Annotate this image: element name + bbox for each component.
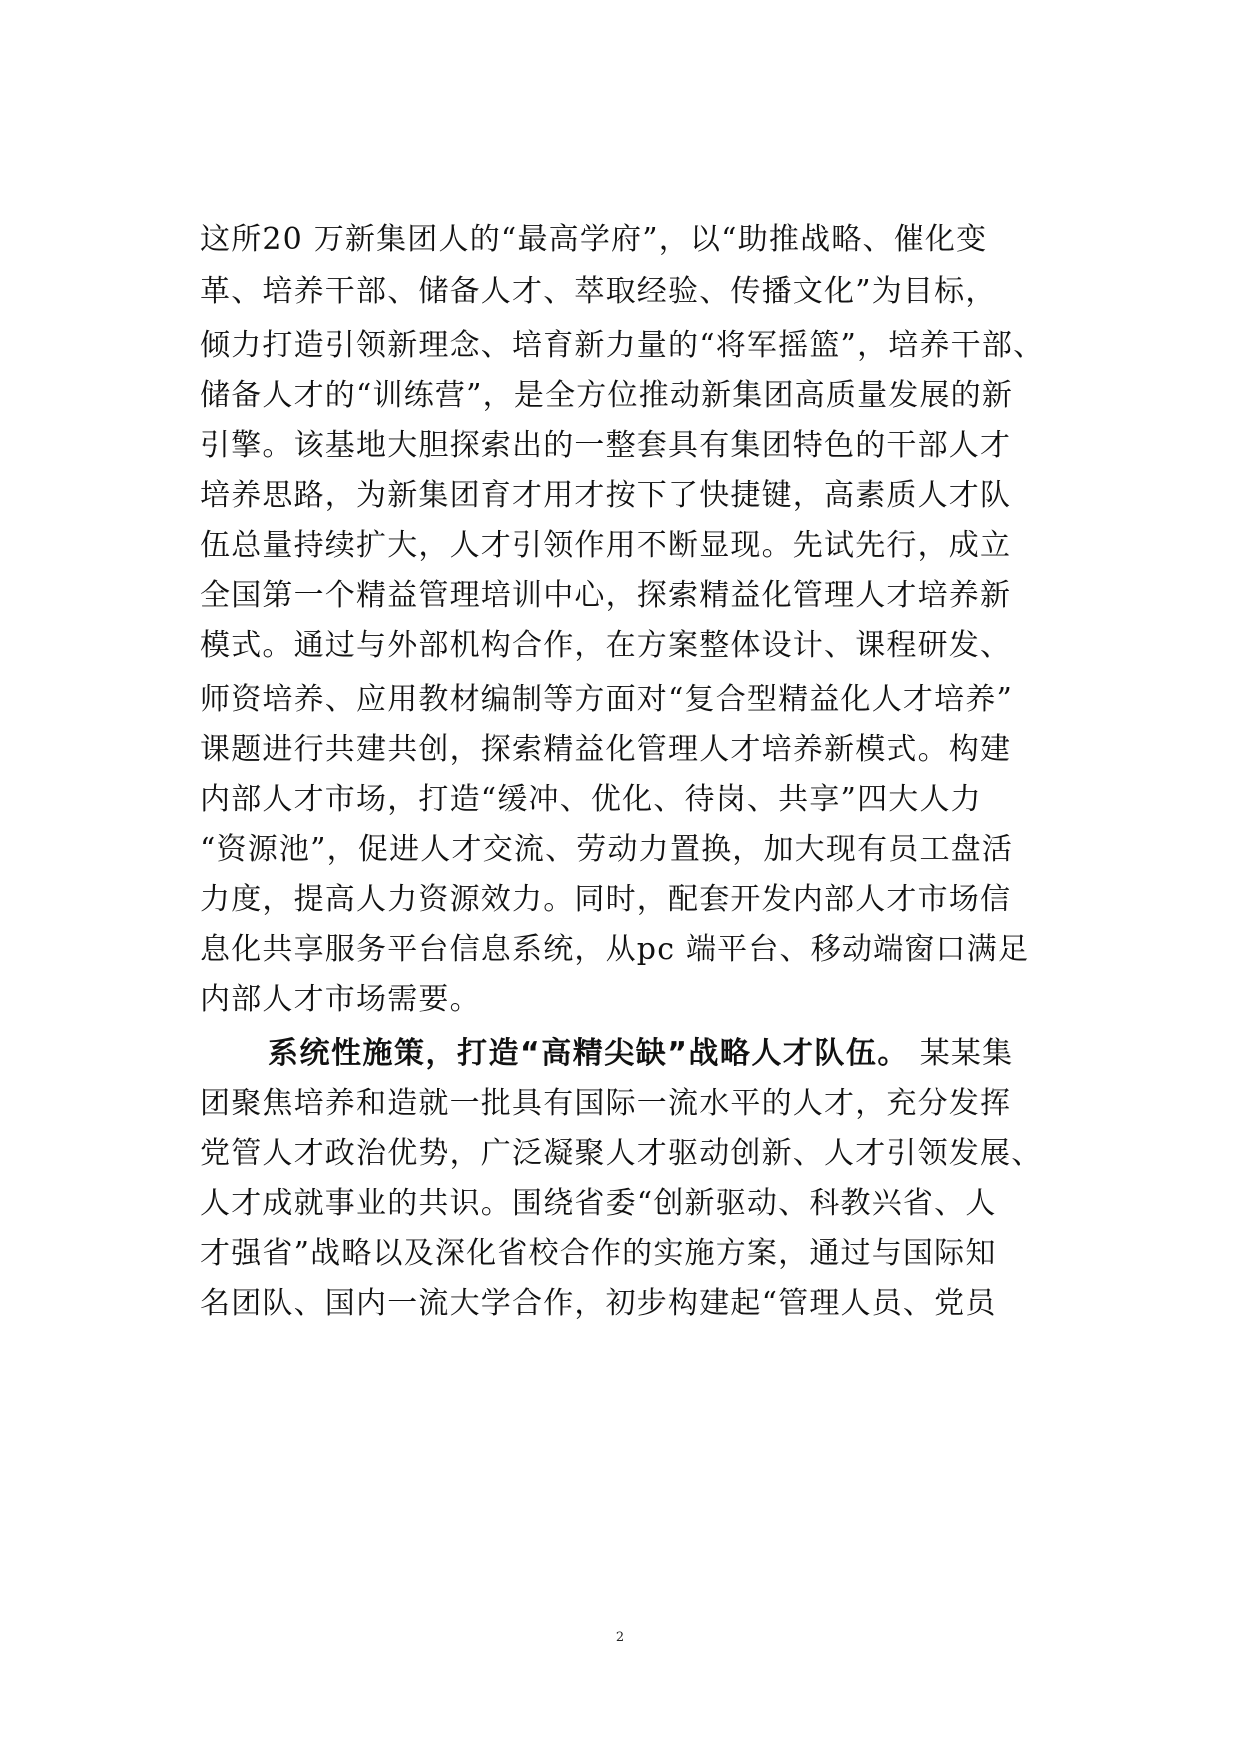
paragraph-line: 团聚焦培养和造就一批具有国际一流水平的人才，充分发挥 <box>200 1086 1012 1121</box>
paragraph-line: 名团队、国内一流大学合作，初步构建起“管理人员、党员 <box>200 1286 997 1321</box>
paragraph-line: 息化共享服务平台信息系统，从pc 端平台、移动端窗口满足 <box>200 932 1030 967</box>
paragraph-line: 倾力打造引领新理念、培育新力量的“将军摇篮”，培养干部、 <box>200 328 1045 363</box>
paragraph-line: 内部人才市场，打造“缓冲、优化、待岗、共享”四大人力 <box>200 782 982 817</box>
page-number: 2 <box>615 1630 625 1645</box>
paragraph-line: 培养思路，为新集团育才用才按下了快捷键，高素质人才队 <box>200 478 1012 513</box>
paragraph-line: 力度，提高人力资源效力。同时，配套开发内部人才市场信 <box>200 882 1012 917</box>
paragraph-line: 人才成就事业的共识。围绕省委“创新驱动、科教兴省、人 <box>200 1186 997 1221</box>
paragraph-line: 内部人才市场需要。 <box>200 982 481 1017</box>
section-heading: 系统性施策，打造“高精尖缺”战略人才队伍。 <box>268 1036 909 1071</box>
paragraph-line: 师资培养、应用教材编制等方面对“复合型精益化人才培养” <box>200 682 1014 717</box>
paragraph-line: 才强省”战略以及深化省校合作的实施方案，通过与国际知 <box>200 1236 997 1271</box>
paragraph-line: 革、培养干部、储备人才、萃取经验、传播文化”为目标， <box>200 274 997 309</box>
paragraph-line: 模式。通过与外部机构合作，在方案整体设计、课程研发、 <box>200 628 1012 663</box>
paragraph-line: 党管人才政治优势，广泛凝聚人才驱动创新、人才引领发展、 <box>200 1136 1043 1171</box>
heading-continuation: 某某集 <box>919 1036 1014 1071</box>
paragraph-line: 这所20 万新集团人的“最高学府”，以“助推战略、催化变 <box>200 222 988 257</box>
section-heading-line <box>200 1029 1080 1079</box>
paragraph-line: “资源池”，促进人才交流、劳动力置换，加大现有员工盘活 <box>200 832 1014 867</box>
paragraph-line: 伍总量持续扩大，人才引领作用不断显现。先试先行，成立 <box>200 528 1012 563</box>
paragraph-line: 课题进行共建共创，探索精益化管理人才培养新模式。构建 <box>200 732 1012 767</box>
body-text <box>200 215 1080 1329</box>
paragraph-line: 引擎。该基地大胆探索出的一整套具有集团特色的干部人才 <box>200 428 1012 463</box>
paragraph-line: 全国第一个精益管理培训中心，探索精益化管理人才培养新 <box>200 578 1012 613</box>
paragraph-line: 储备人才的“训练营”，是全方位推动新集团高质量发展的新 <box>200 378 1014 413</box>
